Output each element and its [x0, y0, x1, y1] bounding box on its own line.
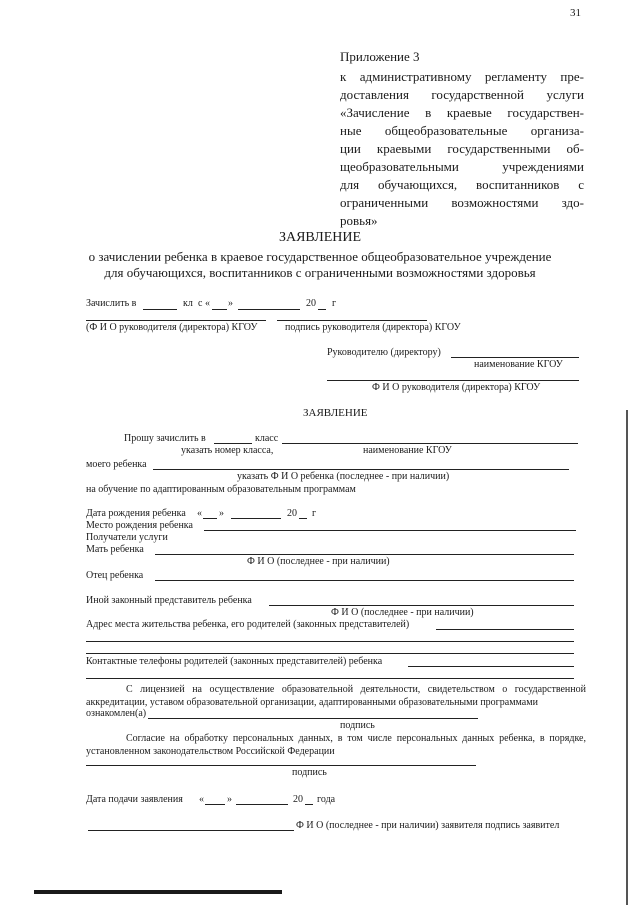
- request-klass: класс: [255, 433, 279, 444]
- license-text: С лицензией на осуществление образовательной деятельности, свидетельством о государственной аккредитации, уставом образовательной организации, адаптированными образовательными программами: [86, 684, 586, 708]
- to-director-label: Руководителю (директору): [327, 347, 441, 358]
- consent-text: Согласие на обработку персональных данных, в том числе персональных данных ребенка, в порядке, установленном законодательством Российской Федерации: [86, 733, 586, 757]
- page-number: 31: [570, 7, 581, 19]
- enroll-day-blank: [212, 309, 227, 310]
- applicant-caption: Ф И О (последнее - при наличии) заявителя подпись заявител: [296, 820, 560, 831]
- submit-goda: года: [317, 794, 336, 805]
- enroll-year-blank: [318, 309, 326, 310]
- birth-place-label: Место рождения ребенка: [86, 520, 193, 531]
- director-fio-line2: [327, 380, 579, 381]
- phones-label: Контактные телефоны родителей (законных представителей) ребенка: [86, 656, 383, 667]
- birth-year-blank: [299, 518, 307, 519]
- enroll-month-blank: [238, 309, 300, 310]
- appendix-line: к административному регламенту пре-: [340, 69, 584, 84]
- birth-month-blank: [231, 518, 281, 519]
- father-line: [155, 580, 574, 581]
- request-class-blank: [214, 443, 252, 444]
- scan-edge-right: [626, 410, 628, 905]
- address-line1: [436, 629, 574, 630]
- appendix-line: ции краевыми государственными об-: [340, 141, 584, 156]
- my-child-label: моего ребенка: [86, 459, 147, 470]
- kgou-name-caption: наименование КГОУ: [474, 359, 563, 370]
- mother-label: Мать ребенка: [86, 544, 144, 555]
- request-kgou-blank: [282, 443, 578, 444]
- enroll-s: с «: [198, 298, 210, 309]
- acquainted-line: [148, 718, 478, 719]
- appendix-block: [340, 48, 584, 230]
- request-label: Прошу зачислить в: [124, 433, 206, 444]
- appendix-line: для обучающихся, воспитанников с: [340, 177, 584, 192]
- appendix-line: ограниченными возможностями здо-: [340, 195, 584, 210]
- submit-date-q1: «: [199, 794, 204, 805]
- child-fio-line: [153, 469, 569, 470]
- recipients-label: Получатели услуги: [86, 532, 168, 543]
- main-subtitle-line2: для обучающихся, воспитанников с ограниченными возможностями здоровья: [104, 265, 536, 280]
- appendix-line: ные общеобразовательные организа-: [340, 123, 584, 138]
- director-fio-caption2: Ф И О руководителя (директора) КГОУ: [372, 382, 541, 393]
- form-subtitle: ЗАЯВЛЕНИЕ: [303, 407, 368, 419]
- child-fio-caption: указать Ф И О ребенка (последнее - при наличии): [237, 471, 450, 482]
- main-subtitle-line1: о зачислении ребенка в краевое государственное общеобразовательное учреждение: [88, 249, 552, 264]
- appendix-line: доставления государственной услуги: [340, 87, 584, 102]
- phones-line: [408, 666, 574, 667]
- enroll-year: 20: [306, 298, 316, 309]
- other-rep-caption: Ф И О (последнее - при наличии): [331, 607, 474, 618]
- other-rep-line: [269, 605, 574, 606]
- signature-caption2: подпись: [292, 767, 327, 778]
- main-title: ЗАЯВЛЕНИЕ: [278, 230, 362, 245]
- enroll-class-blank: [143, 309, 177, 310]
- mother-line: [155, 554, 574, 555]
- enroll-g: г: [332, 298, 337, 309]
- kgou-caption: наименование КГОУ: [363, 445, 452, 456]
- kgou-name-line: [451, 357, 579, 358]
- phones-line2: [86, 678, 574, 679]
- scan-edge-bar: [34, 890, 282, 894]
- submit-day-blank: [205, 804, 225, 805]
- address-line3: [86, 653, 574, 654]
- other-rep-label: Иной законный представитель ребенка: [86, 595, 252, 606]
- address-line2: [86, 641, 574, 642]
- director-sign-caption: подпись руководителя (директора) КГОУ: [285, 322, 461, 333]
- birth-place-line: [204, 530, 576, 531]
- class-number-caption: указать номер класса,: [181, 445, 274, 456]
- mother-fio-caption: Ф И О (последнее - при наличии): [247, 556, 390, 567]
- director-fio-caption: (Ф И О руководителя (директора) КГОУ: [86, 322, 258, 333]
- submit-month-blank: [236, 804, 288, 805]
- submit-date-q2: »: [227, 794, 232, 805]
- submit-year-blank: [305, 804, 313, 805]
- submit-date-label: Дата подачи заявления: [86, 794, 183, 805]
- director-fio-line: [86, 320, 266, 321]
- enroll-quote: »: [228, 298, 233, 309]
- appendix-line-last: ровья»: [340, 213, 378, 228]
- signature-caption: подпись: [340, 720, 375, 731]
- birth-date-q1: «: [197, 508, 202, 519]
- appendix-line: щеобразовательными учреждениями: [340, 159, 584, 174]
- birth-date-label: Дата рождения ребенка: [86, 508, 186, 519]
- adapted-program-text: на обучение по адаптированным образовательным программам: [86, 484, 356, 495]
- acquainted-label: ознакомлен(а): [86, 708, 147, 719]
- father-label: Отец ребенка: [86, 570, 144, 581]
- birth-g: г: [312, 508, 317, 519]
- enroll-kl: кл: [183, 298, 193, 309]
- applicant-line: [88, 830, 294, 831]
- birth-year: 20: [287, 508, 297, 519]
- address-label: Адрес места жительства ребенка, его родителей (законных представителей): [86, 619, 410, 630]
- consent-sign-line: [86, 765, 476, 766]
- birth-day-blank: [203, 518, 217, 519]
- appendix-line: «Зачисление в краевые государствен-: [340, 105, 584, 120]
- director-sign-line: [277, 320, 427, 321]
- birth-date-q2: »: [219, 508, 224, 519]
- submit-year: 20: [293, 794, 303, 805]
- enroll-label: Зачислить в: [86, 298, 137, 309]
- appendix-title: Приложение 3: [340, 49, 420, 64]
